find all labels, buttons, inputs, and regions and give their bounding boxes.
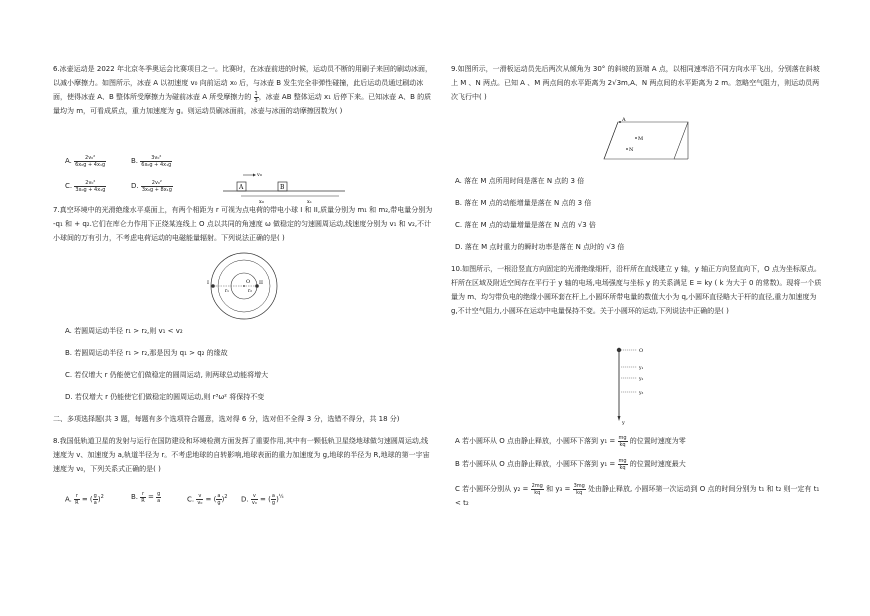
q8-option-b[interactable]: B. $\frac{r}{R}$ = $\frac{g}{a}$ (131, 490, 161, 504)
question-7 (53, 203, 433, 245)
q6-x1-label: x₁ (307, 199, 312, 205)
q7-option-c[interactable]: C. 若仅增大 r 仍能使它们做稳定的圆周运动, 则两球总动能将增大 (65, 371, 269, 379)
q9-stem: 9.如图所示，一滑板运动员先后两次从倾角为 30° 的斜坡的顶端 A 点，以相同速率沿不同方向水平飞出，分别落在斜坡上 M 、N 两点。已知 A 、M 两点间的水平距离为 2√3m,A、N 两点间的水平距离为 2 m。忽略空气阻力，则运动员两次飞行中( ) (451, 65, 820, 101)
q10-y-arrowhead (618, 416, 621, 421)
q6-x0-label: x₀ (259, 199, 264, 205)
q9-n-label: N (629, 147, 634, 153)
q9-option-a[interactable]: A. 落在 M 点所用时间是落在 N 点的 3 倍 (455, 177, 585, 185)
q6-option-a[interactable]: A. $\frac{\text{2v₀²}}{\text{6x₀g + 4x₁g}}$ (65, 154, 106, 168)
q10-o-label: O (639, 348, 644, 354)
q10-ring (617, 348, 621, 352)
q6-velocity-arrowhead (253, 174, 256, 177)
q8-stem: 8.我国低轨道卫星的发射与运行在国防建设和环境检测方面发挥了重要作用,其中有一颗低轨卫星绕地球做匀速圆周运动,线速度为 v、加速度为 a,轨道半径为 r。不考虑地球的自转影响,地球表面的重力加速度为 g,地球的半径为 R,地球的第一宇宙速度为 v₀，下列关系式正确的是( ) (53, 437, 430, 473)
q6-option-d[interactable]: D. $\frac{\text{2v₀²}}{\text{3x₀g + 8x₁g}}$ (131, 179, 172, 193)
q6-fraction: $\frac{1}{3}$ (254, 90, 258, 104)
question-10 (451, 262, 823, 318)
q9-option-d[interactable]: D. 落在 M 点时重力的瞬时功率是落在 N 点时的 √3 倍 (455, 243, 625, 251)
q9-point-m (635, 137, 637, 139)
q10-option-b[interactable]: B 若小圆环从 O 点由静止释放，小圆环下落到 y₁ = $\frac{mg}{kq}$ 的位置时速度最大 (455, 457, 686, 471)
q10-option-c[interactable]: C 若小圆环分别从 y₂ = $\frac{2mg}{kq}$ 和 y₃ = $\frac{3mg}{kq}$ 处由静止释放, 小圆环第一次运动到 O 点的时间分别为 t₁ 和 t₂ 则一定有 t₁ < t₂ (455, 482, 820, 507)
q10-option-a[interactable]: A 若小圆环从 O 点由静止释放，小圆环下落到 y₁ = $\frac{mg}{kq}$ 的位置时速度为零 (455, 434, 686, 448)
q9-slope-edge (604, 122, 618, 159)
q7-option-a[interactable]: A. 若圆周运动半径 r₁ > r₂,则 v₁ < v₂ (65, 327, 183, 335)
q7-i-label: I (207, 280, 209, 286)
q7-r2-label: r₂ (248, 289, 252, 294)
q7-figure (203, 250, 285, 322)
q10-stem: 10.如图所示，一根沿竖直方向固定的光滑绝缘细杆，沿杆所在直线建立 y 轴，y 轴正方向竖直向下，O 点为坐标原点。杆所在区域及附近空间存在平行于 y 轴的电场,电场强度与坐标 y 的关系满足 E = ky ( k 为大于 0 的常数)。现将一个质量为 m、均匀带负电的绝缘小圆环套在杆上,小圆环所带电量的数值大小为 q,小圆环直径略大于杆的直径,重力加速度为 g,不计空气阻力,小圆环在运动中电量保持不变。关于小圆环的运动,下列说法中正确的是( ) (451, 265, 822, 315)
q7-ii-label: II (259, 280, 263, 286)
q6-option-c[interactable]: C. $\frac{\text{2v₀²}}{\text{3x₀g + 4x₁g}}$ (65, 179, 106, 193)
q9-point-a (619, 121, 621, 123)
question-9 (451, 62, 823, 104)
q9-m-label: M (638, 136, 644, 142)
q7-center-o (243, 285, 245, 287)
q10-y2-label: y₂ (639, 377, 644, 382)
q6-figure (221, 167, 347, 205)
question-8 (53, 434, 433, 476)
q9-figure (596, 114, 694, 166)
q7-option-d[interactable]: D. 若仅增大 r 仍能使它们做稳定的圆周运动,则 r³ω² 将保持不变 (65, 393, 265, 401)
q7-option-b[interactable]: B. 若圆周运动半径 r₁ > r₂,那是因为 q₁ > q₂ 的缘故 (65, 349, 228, 357)
q10-y1-label: y₁ (639, 366, 644, 371)
q6-stone-b-label: B (280, 184, 285, 191)
q10-y3-label: y₃ (639, 391, 644, 396)
q8-option-d[interactable]: D. $\frac{v}{\text{v₀}}$ = ( $\frac{a}{g}$ )$^{\frac{1}{4}}$ (241, 492, 284, 506)
question-6 (53, 62, 433, 118)
q9-option-b[interactable]: B. 落在 M 点的动能增量是落在 N 点的 3 倍 (455, 199, 592, 207)
q9-option-c[interactable]: C. 落在 M 点的动量增量是落在 N 点的 √3 倍 (455, 221, 596, 229)
q6-v0-label: v₀ (257, 172, 262, 178)
q8-option-c[interactable]: C. $\frac{v}{\text{v₀}}$ = ( $\frac{a}{g}$ )$^2$ (187, 492, 228, 506)
q8-option-a[interactable]: A. $\frac{r}{R}$ = ( $\frac{g}{a}$ )$^2$ (65, 492, 104, 506)
q10-y-axis-label: y (622, 420, 625, 426)
q9-slope-face (604, 122, 688, 159)
q10-figure (609, 342, 669, 426)
q6-option-b[interactable]: B. $\frac{\text{3v₀²}}{\text{6x₀g + 4x₁g}}$ (131, 154, 172, 168)
q7-charge-i (211, 284, 215, 288)
q9-point-n (626, 148, 628, 150)
q7-r1-label: r₁ (225, 289, 229, 294)
q6-stone-a-label: A (239, 184, 244, 191)
section-2-heading: 二、多项选择题(共 3 题，每题有多个选项符合题意，选对得 6 分，选对但不全得 3 分，选错不得分，共 18 分) (53, 415, 400, 423)
q9-a-label: A (622, 117, 626, 123)
q7-stem: 7.真空环境中的光滑绝缘水平桌面上，有两个相距为 r 可视为点电荷的带电小球 I 和 II,质量分别为 m₁ 和 m₂,带电量分别为 -q₁ 和 + q₂.它们在库仑力作用下正绕某连线上 O 点以共同的角速度 ω 做稳定的匀速圆周运动,线速度分别为 v₁ 和 v₂,不计小球间的万有引力，不考虑电荷运动的电磁能量辐射。下列说法正确的是( ) (53, 206, 433, 242)
q6-stem: 6.冰壶运动是 2022 年北京冬季奥运会比赛项目之一。比赛时，在冰壶前进的时候，运动员不断的用刷子来回的刷动冰面，以减小摩擦力。如图所示，冰壶 A 以初速度 v₀ 向前运动 x₀ 后，与冰壶 B 发生完全非弹性碰撞，此后运动员通过刷动冰面，使得冰壶 A、B 整体所受摩擦力为碰前冰壶 A 所受摩擦力的 $\frac{1}{3}$ ，冰壶 AB 整体运动 x₁ 后停下来。已知冰壶 A、B 的质量均为 m，可看成质点，重力加速度为 g。则运动员刷冰面前，冰壶与冰面的动摩擦因数为( ) (53, 65, 432, 115)
q7-o-label: O (246, 279, 251, 285)
